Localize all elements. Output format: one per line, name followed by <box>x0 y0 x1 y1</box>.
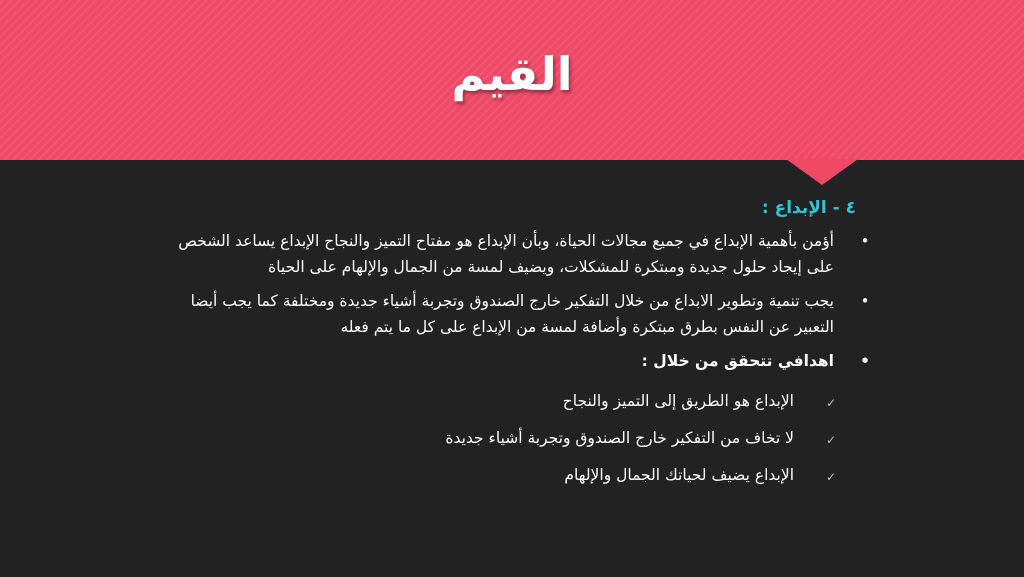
checklist-item <box>166 462 856 488</box>
bullet-text: يجب تنمية وتطوير الابداع من خلال التفكير خارج الصندوق وتجربة أشياء جديدة ومختلفة كما يجب أيضا التعبير عن النفس بطرق مبتكرة وأضافة لمسة من الإبداع على كل ما يتم فعله <box>190 292 834 336</box>
bullet-item <box>166 348 870 374</box>
bullet-item <box>166 228 870 280</box>
banner-notch <box>786 159 858 185</box>
checkmark-icon: ✓ <box>825 470 836 484</box>
checklist-item <box>166 425 856 451</box>
bullet-text: اهدافي تتحقق من خلال : <box>641 352 834 370</box>
checkmark-icon: ✓ <box>825 433 836 447</box>
slide-title: القيم <box>451 47 573 101</box>
bullet-dot-icon: • <box>860 352 870 370</box>
bullet-text: أؤمن بأهمية الإبداع في جميع مجالات الحياة، وبأن الإبداع هو مفتاح التميز والنجاح الإبداع يساعد الشخص على إيجاد حلول جديدة ومبتكرة للمشكلات، ويضيف لمسة من الجمال والإلهام على الحياة <box>178 232 834 276</box>
section-heading: ٤ - الإبداع : <box>761 198 856 218</box>
checkmark-icon: ✓ <box>825 396 836 410</box>
checklist-item <box>166 388 856 414</box>
bullet-item <box>166 288 870 340</box>
checklist-text: لا تخاف من التفكير خارج الصندوق وتجربة أشياء جديدة <box>445 429 794 447</box>
content-area <box>166 194 870 499</box>
bullet-dot-icon: • <box>860 292 870 310</box>
checklist-text: الإبداع هو الطريق إلى التميز والنجاح <box>562 392 794 410</box>
checklist-text: الإبداع يضيف لحياتك الجمال والإلهام <box>564 466 794 484</box>
bullet-dot-icon: • <box>860 232 870 250</box>
